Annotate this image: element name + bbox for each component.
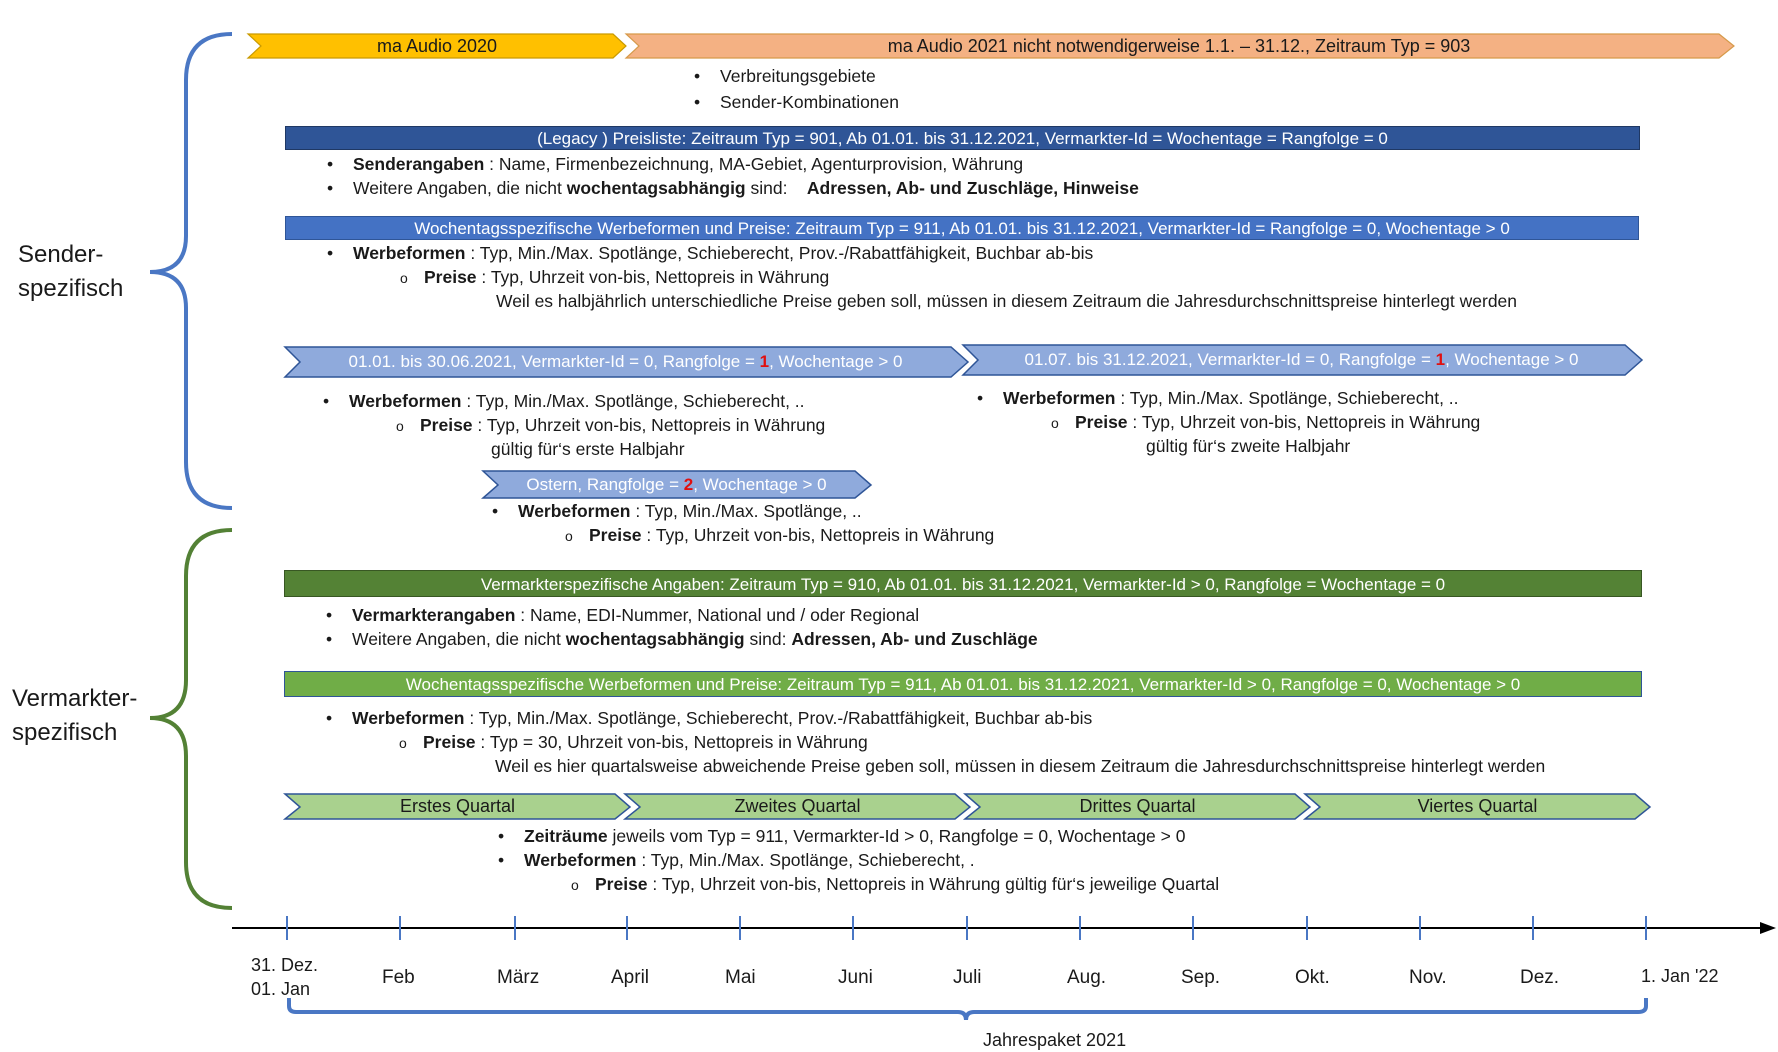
wochentag-vermarkter-note: Weil es hier quartalsweise abweichende Preise geben soll, müssen in diesem Zeitraum die Jahresdurchschnittspreise hinterlegt werden (495, 756, 1546, 776)
halbjahr2-preise: o Preise : Typ, Uhrzeit von-bis, Nettopreis in Währung (1051, 412, 1481, 432)
vermarkter-brace (150, 530, 232, 908)
preisliste-weitere-angaben: • Weitere Angaben, die nicht wochentagsabhängig sind: Adressen, Ab- und Zuschläge, Hinweise (327, 178, 1139, 198)
ostern-werbeformen: • Werbeformen : Typ, Min./Max. Spotlänge, .. (492, 501, 862, 521)
wochentag-vermarkter-bar: Wochentagsspezifische Werbeformen und Preise: Zeitraum Typ = 911, Ab 01.01. bis 31.12.2021, Vermarkter-Id > 0, Rangfolge = 0, Wochentage > 0 (284, 671, 1642, 697)
wochentag-sender-werbeformen: • Werbeformen : Typ, Min./Max. Spotlänge, Schieberecht, Prov.-/Rabattfähigkeit, Buchbar ab-bis (327, 243, 1094, 263)
ma-bullet-sender-kombinationen: • Sender-Kombinationen (694, 92, 900, 112)
month-sep: Sep. (1181, 967, 1221, 988)
wochentag-sender-preise: o Preise : Typ, Uhrzeit von-bis, Nettopreis in Währung (400, 267, 830, 287)
month-okt: Okt. (1295, 967, 1330, 988)
wochentag-sender-bar: Wochentagsspezifische Werbeformen und Preise: Zeitraum Typ = 911, Ab 01.01. bis 31.12.2021, Vermarkter-Id = Rangfolge = 0, Wochentage > 0 (285, 216, 1639, 240)
wochentag-vermarkter-werbeformen: • Werbeformen : Typ, Min./Max. Spotlänge, Schieberecht, Prov.-/Rabattfähigkeit, Buchbar ab-bis (326, 708, 1093, 728)
sender-brace (150, 34, 232, 508)
ostern-preise: o Preise : Typ, Uhrzeit von-bis, Nettopreis in Währung (565, 525, 995, 545)
timeline-end-label: 1. Jan '22 (1641, 966, 1719, 986)
jahrespaket-label: Jahrespaket 2021 (983, 1030, 1127, 1050)
halbjahr1-note: gültig für‘s erste Halbjahr (491, 439, 685, 459)
ma-audio-2021-label: ma Audio 2021 nicht notwendigerweise 1.1. – 31.12., Zeitraum Typ = 903 (887, 36, 1471, 56)
month-juni: Juni (838, 967, 873, 988)
quartal-werbeformen: • Werbeformen : Typ, Min./Max. Spotlänge, Schieberecht, . (498, 850, 975, 870)
sender-label-line2: spezifisch (18, 275, 124, 302)
halbjahr1-label: 01.01. bis 30.06.2021, Vermarkter-Id = 0, Rangfolge = 1, Wochentage > 0 (348, 352, 903, 371)
sender-side-label (18, 238, 123, 306)
halbjahr1-werbeformen: • Werbeformen : Typ, Min./Max. Spotlänge, Schieberecht, .. (323, 391, 805, 411)
halbjahr2-label: 01.07. bis 31.12.2021, Vermarkter-Id = 0, Rangfolge = 1, Wochentage > 0 (1024, 350, 1579, 369)
ostern-label: Ostern, Rangfolge = 2, Wochentage > 0 (526, 475, 827, 494)
halbjahr2-werbeformen: • Werbeformen : Typ, Min./Max. Spotlänge, Schieberecht, .. (977, 388, 1459, 408)
quartal1-label: Erstes Quartal (399, 796, 516, 816)
vermarkter-weitere-angaben: • Weitere Angaben, die nicht wochentagsabhängig sind: Adressen, Ab- und Zuschläge (326, 629, 1038, 649)
quartal4-label: Viertes Quartal (1417, 796, 1538, 816)
preisliste-bar: (Legacy ) Preisliste: Zeitraum Typ = 901, Ab 01.01. bis 31.12.2021, Vermarkter-Id = Wochentage = Rangfolge = 0 (285, 126, 1640, 150)
quartal2-label: Zweites Quartal (734, 796, 861, 816)
timeline-start-label: 31. Dez. 01. Jan (251, 955, 319, 999)
vermarkter-label-line1: Vermarkter- (12, 685, 138, 712)
timeline-arrowhead (1760, 922, 1776, 934)
month-april: April (611, 967, 650, 988)
wochentag-sender-note: Weil es halbjährlich unterschiedliche Preise geben soll, müssen in diesem Zeitraum die Jahresdurchschnittspreise hinterlegt werden (496, 291, 1518, 311)
month-feb: Feb (382, 967, 415, 988)
vermarkter-side-label (12, 682, 137, 750)
month-nov: Nov. (1409, 967, 1447, 988)
month-juli: Juli (953, 967, 982, 988)
ma-audio-2020-label: ma Audio 2020 (376, 36, 498, 56)
halbjahr1-preise: o Preise : Typ, Uhrzeit von-bis, Nettopreis in Währung (396, 415, 826, 435)
ma-bullet-verbreitungsgebiete: • Verbreitungsgebiete (694, 66, 876, 86)
quartal3-label: Drittes Quartal (1079, 796, 1196, 816)
month-aug: Aug. (1067, 967, 1107, 988)
vermarkter-bar: Vermarkterspezifische Angaben: Zeitraum Typ = 910, Ab 01.01. bis 31.12.2021, Vermarkter-Id > 0, Rangfolge = Wochentage = 0 (284, 570, 1642, 597)
wochentag-vermarkter-preise: o Preise : Typ = 30, Uhrzeit von-bis, Nettopreis in Währung (399, 732, 868, 752)
halbjahr2-note: gültig für‘s zweite Halbjahr (1146, 436, 1351, 456)
month-maerz: März (497, 967, 540, 988)
preisliste-senderangaben: • Senderangaben : Name, Firmenbezeichnung, MA-Gebiet, Agenturprovision, Währung (327, 154, 1024, 174)
sender-label-line1: Sender- (18, 241, 104, 268)
vermarkter-angaben: • Vermarkterangaben : Name, EDI-Nummer, National und / oder Regional (326, 605, 920, 625)
vermarkter-label-line2: spezifisch (12, 719, 118, 746)
month-dez: Dez. (1520, 967, 1560, 988)
quartal-preise: o Preise : Typ, Uhrzeit von-bis, Nettopreis in Währung gültig für‘s jeweilige Quartal (571, 874, 1220, 894)
quartal-zeitraeume: • Zeiträume jeweils vom Typ = 911, Vermarkter-Id > 0, Rangfolge = 0, Wochentage > 0 (498, 826, 1186, 846)
jahrespaket-bracket (289, 998, 1646, 1020)
month-mai: Mai (725, 967, 756, 988)
